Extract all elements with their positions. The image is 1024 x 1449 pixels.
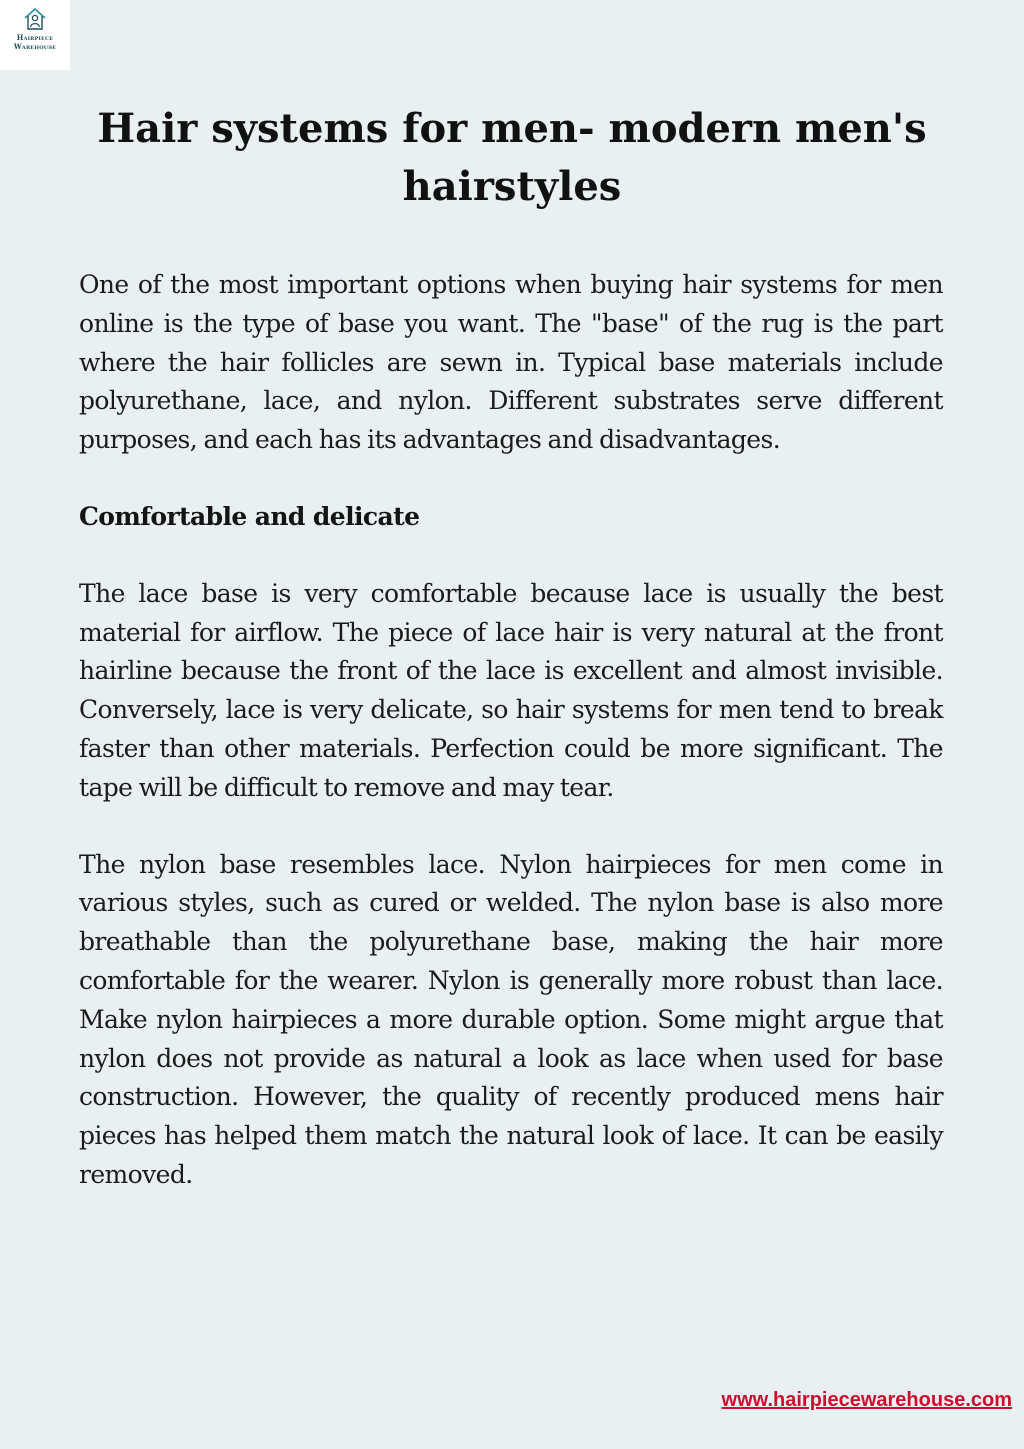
- brand-logo-text: [14, 33, 56, 51]
- lace-base-paragraph: The lace base is very comfortable because lace is usually the best material for airflow. The piece of lace hair is very natural at the front hairline because the front of the lace is excellent and almost invisible. Conversely, lace is very delicate, so hair systems for men tend to break faster than other materials. Perfection could be more significant. The tape will be difficult to remove and may tear.: [79, 578, 943, 802]
- page-title: Hair systems for men- modern men's hairstyles: [97, 105, 927, 210]
- brand-logo-line1: Hairpiece: [16, 33, 54, 42]
- house-person-icon: [22, 6, 48, 32]
- article-body: [79, 266, 943, 1233]
- section-subheading: Comfortable and delicate: [79, 501, 420, 531]
- nylon-base-paragraph: The nylon base resembles lace. Nylon hairpieces for men come in various styles, such as cured or welded. The nylon base is also more breathable than the polyurethane base, making the hair more comfortable for the wearer. Nylon is generally more robust than lace. Make nylon hairpieces a more durable option. Some might argue that nylon does not provide as natural a look as lace when used for base construction. However, the quality of recently produced mens hair pieces has helped them match the natural look of lace. It can be easily removed.: [79, 849, 943, 1189]
- brand-logo: [0, 0, 70, 70]
- intro-paragraph: One of the most important options when buying hair systems for men online is the type of base you want. The "base" of the rug is the part where the hair follicles are sewn in. Typical base materials include polyurethane, lace, and nylon. Different substrates serve different purposes, and each has its advantages and disadvantages.: [79, 270, 943, 455]
- brand-logo-line2: Warehouse: [13, 42, 57, 51]
- website-link[interactable]: www.hairpiecewarehouse.com: [721, 1389, 1012, 1411]
